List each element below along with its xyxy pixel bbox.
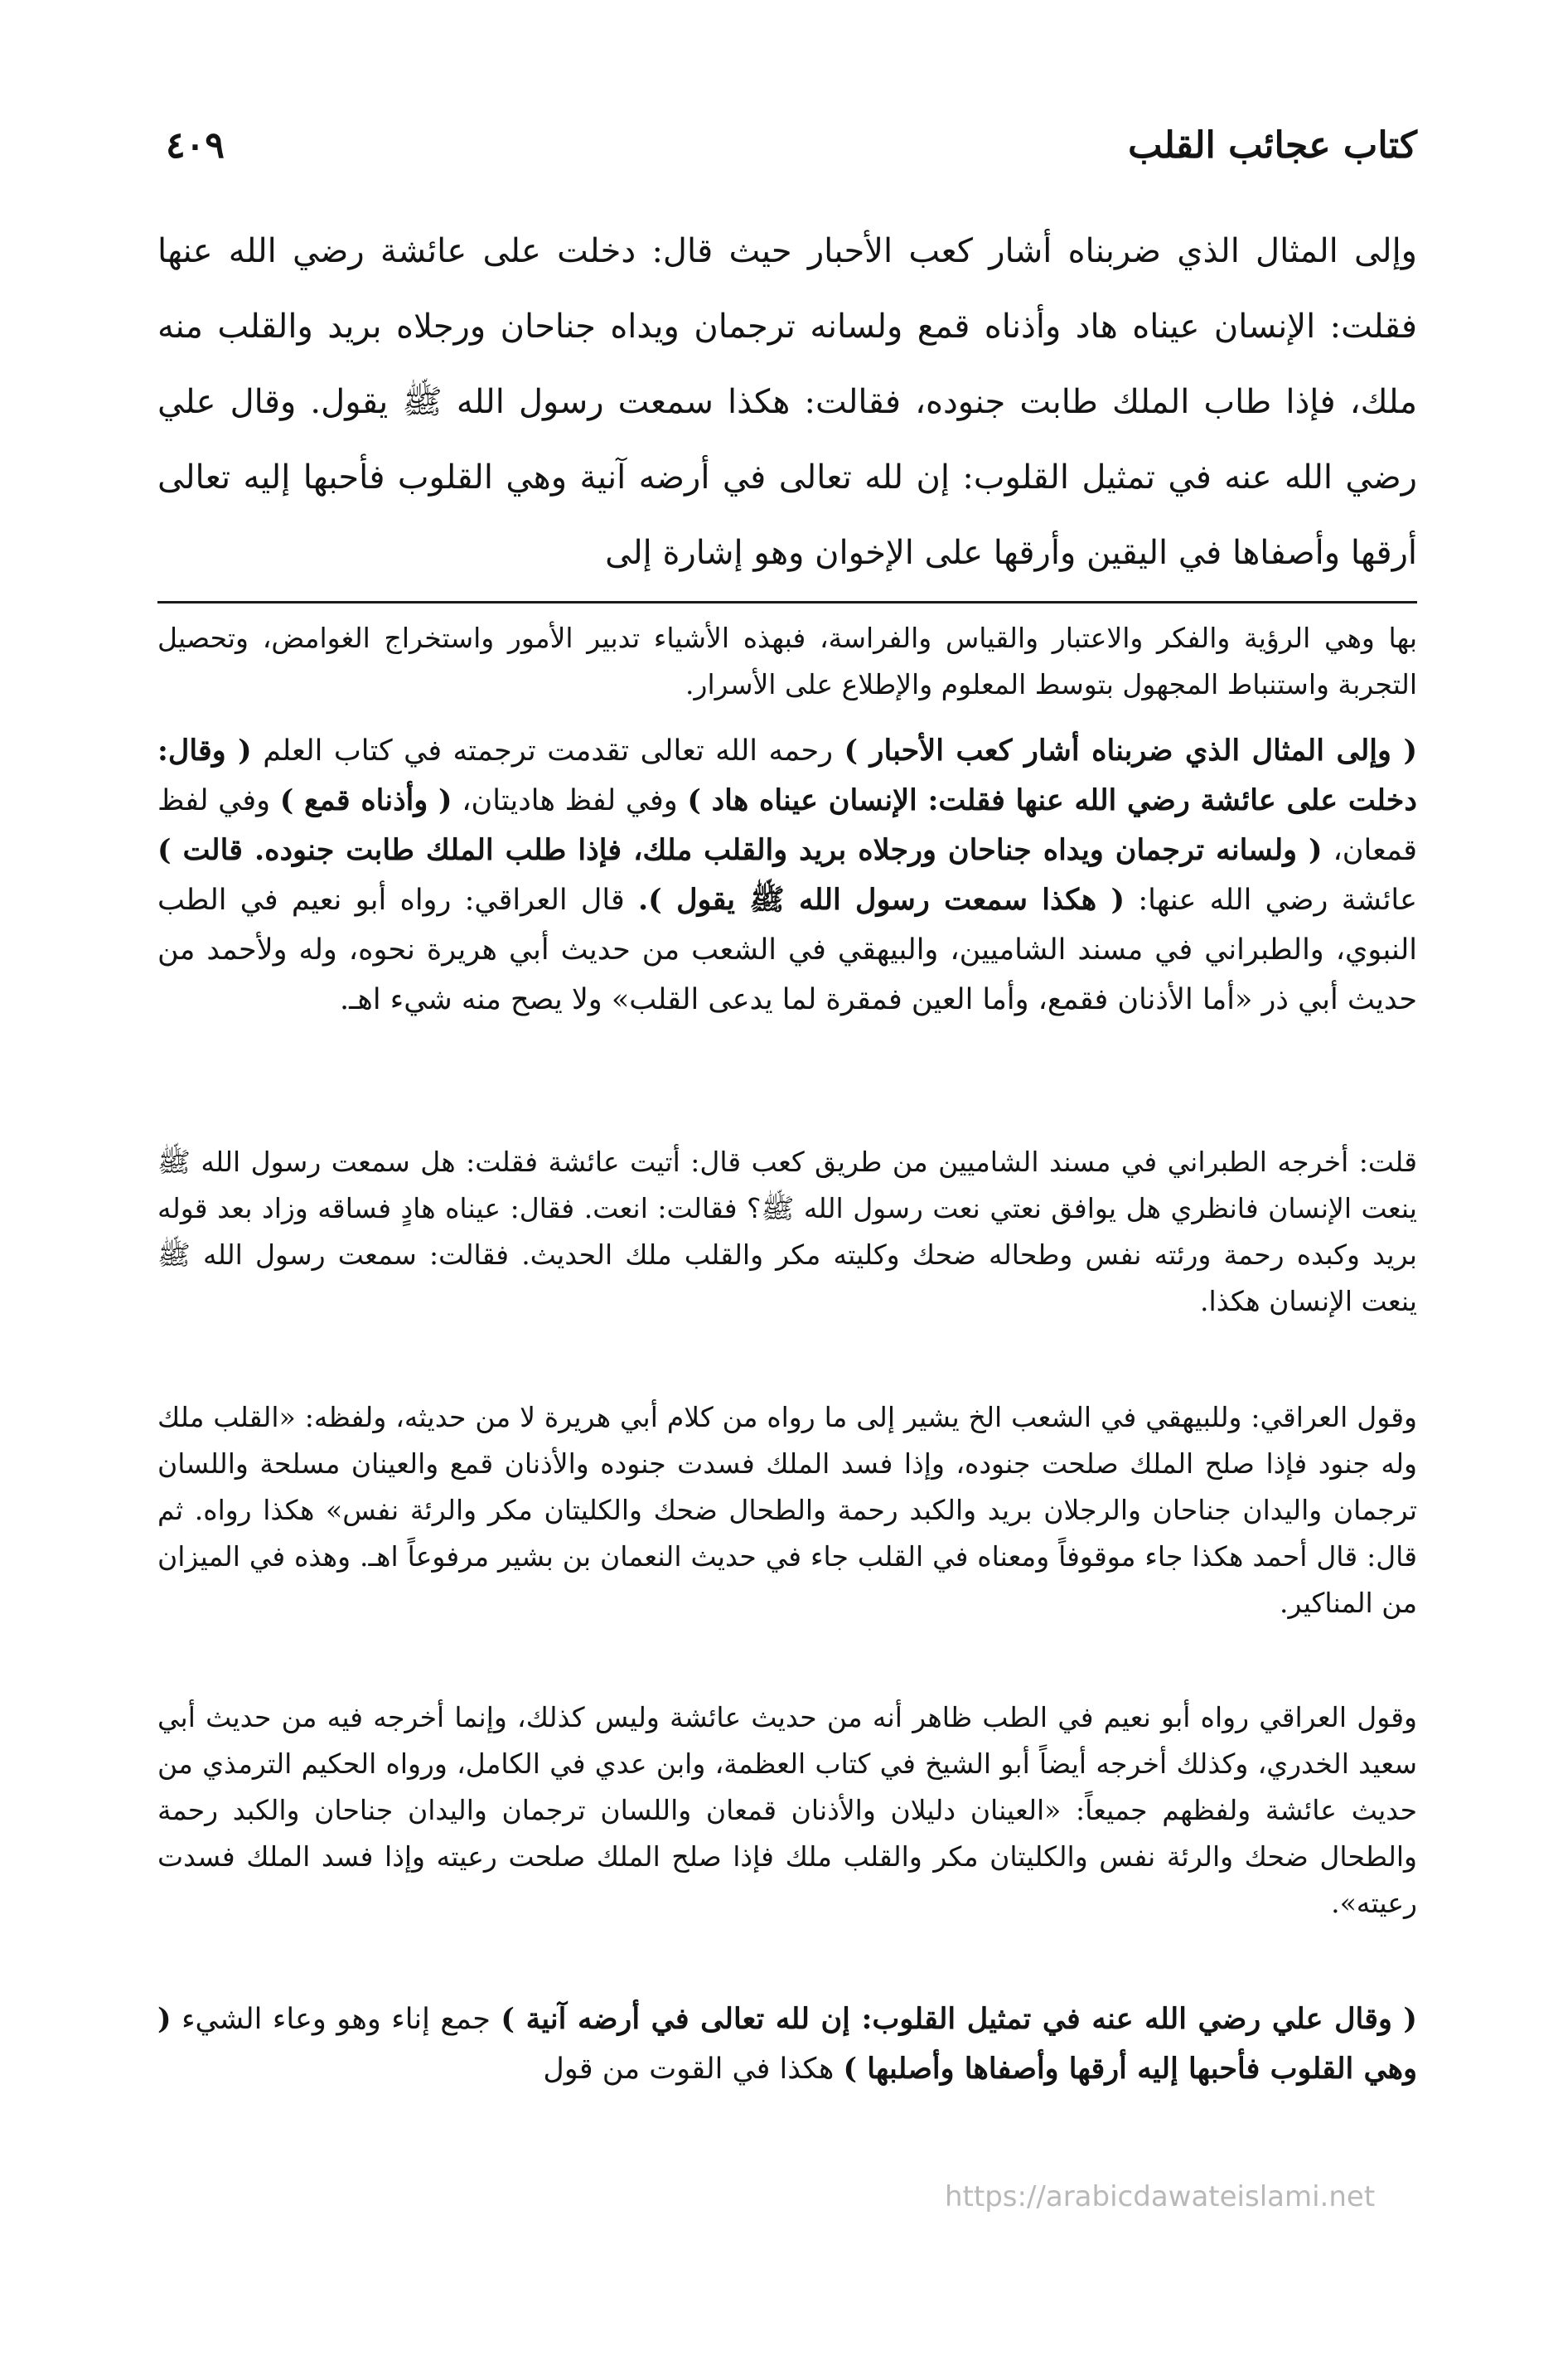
commentary-text: قال العراقي: رواه أبو نعيم في الطب النبوي، والطبراني في مسند الشاميين، والبيهقي في الشعب من حديث أبي هريرة نحوه، وله ولأحمد من حديث أبي ذر «أما الأذنان فقمع، وأما العين فمقرة لما يدعى القلب» ولا يصح منه شيء اهـ.	[157, 884, 1417, 1016]
quoted-matn: ( وأذناه قمع )	[279, 783, 452, 817]
book-title: كتاب عجائب القلب	[1128, 124, 1417, 167]
commentary	[157, 615, 1417, 2097]
commentary-paragraph	[157, 726, 1417, 1121]
commentary-text: وفي لفظ قمعان،	[157, 784, 1417, 867]
commentary-text: هكذا في القوت من قول	[543, 2053, 844, 2086]
page-header	[157, 124, 1417, 191]
commentary-paragraph: وقول العراقي: وللبيهقي في الشعب الخ يشير إلى ما رواه من كلام أبي هريرة لا من حديثه، ولفظه: «القلب ملك وله جنود فإذا صلح الملك صلحت جنوده، وإذا فسد الملك فسدت جنوده والأذنان قمع والعينان مسلحة واللسان ترجمان واليدان جناحان والرجلان بريد والكبد رحمة والطحال ضحك والكليتان مكر والرئة نفس» هكذا رواه. ثم قال: قال أحمد هكذا جاء موقوفاً ومعناه في القلب جاء في حديث النعمان بن بشير مرفوعاً اهـ. وهذه في الميزان من المناكير.	[157, 1401, 1417, 1619]
commentary-paragraph: قلت: أخرجه الطبراني في مسند الشاميين من طريق كعب قال: أتيت عائشة فقلت: هل سمعت رسول الله ﷺ ينعت الإنسان فانظري هل يوافق نعتي نعت رسول الله ﷺ؟ فقالت: انعت. فقال: عيناه هادٍ فساقه وزاد بعد قوله بريد وكبده رحمة ورئته نفس وطحاله ضحك وكليته مكر والقلب ملك الحديث. فقالت: سمعت رسول الله ﷺ ينعت الإنسان هكذا.	[157, 1146, 1417, 1317]
main-text: وإلى المثال الذي ضربناه أشار كعب الأحبار حيث قال: دخلت على عائشة رضي الله عنها فقلت: الإنسان عيناه هاد وأذناه قمع ولسانه ترجمان ويداه جناحان ورجلاه بريد والقلب منه ملك، فإذا طاب الملك طابت جنوده، فقالت: هكذا سمعت رسول الله ﷺ يقول. وقال علي رضي الله عنه في تمثيل القلوب: إن لله تعالى في أرضه آنية وهي القلوب فأحبها إليه تعالى أرقها وأصفاها في اليقين وأرقها على الإخوان وهو إشارة إلى	[157, 232, 1417, 572]
page-number: ٤٠٩	[166, 124, 225, 167]
quoted-matn: ( ولسانه ترجمان ويداه جناحان ورجلاه بريد والقلب ملك، فإذا طلب الملك طابت جنوده. قالت )	[157, 833, 1323, 867]
quoted-matn: ( وقال: دخلت على عائشة رضي الله عنها فقلت: الإنسان عيناه هاد )	[157, 734, 1417, 817]
commentary-paragraph	[157, 1995, 1417, 2097]
commentary-text: وفي لفظ هاديتان،	[452, 784, 688, 817]
commentary-paragraph: بها وهي الرؤية والفكر والاعتبار والقياس والفراسة، فبهذه الأشياء تدبير الأمور واستخراج الغوامض، وتحصيل التجربة واستنباط المجهول بتوسط المعلوم والإطلاع على الأسرار.	[157, 622, 1417, 700]
quoted-matn: ( وهي القلوب فأحبها إليه أرقها وأصفاها وأصلبها )	[157, 2002, 1417, 2086]
commentary-text: عائشة رضي الله عنها:	[1125, 884, 1417, 917]
book-page	[157, 124, 1417, 2346]
quoted-matn: ( وقال علي رضي الله عنه في تمثيل القلوب: إن لله تعالى في أرضه آنية )	[501, 2002, 1417, 2036]
watermark-url: https://arabicdawateislami.net	[945, 2180, 1376, 2213]
quoted-matn: ( هكذا سمعت رسول الله ﷺ يقول ).	[638, 883, 1125, 917]
commentary-text: جمع إناء وهو وعاء الشيء	[171, 2003, 501, 2036]
commentary-paragraph: وقول العراقي رواه أبو نعيم في الطب ظاهر أنه من حديث عائشة وليس كذلك، وإنما أخرجه فيه من حديث أبي سعيد الخدري، وكذلك أخرجه أيضاً أبو الشيخ في كتاب العظمة، وابن عدي في الكامل، ورواه الحكيم الترمذي من حديث عائشة ولفظهم جميعاً: «العينان دليلان والأذنان قمعان واللسان ترجمان واليدان جناحان والكبد رحمة والطحال ضحك والرئة نفس والكليتان مكر والقلب ملك فإذا صلح الملك صلحت رعيته وإذا فسد الملك فسدت رعيته».	[157, 1701, 1417, 1919]
commentary-text: رحمه الله تعالى تقدمت ترجمته في كتاب العلم	[251, 734, 844, 768]
quoted-matn: ( وإلى المثال الذي ضربناه أشار كعب الأحبار )	[844, 734, 1417, 768]
separator-line	[157, 601, 1417, 603]
